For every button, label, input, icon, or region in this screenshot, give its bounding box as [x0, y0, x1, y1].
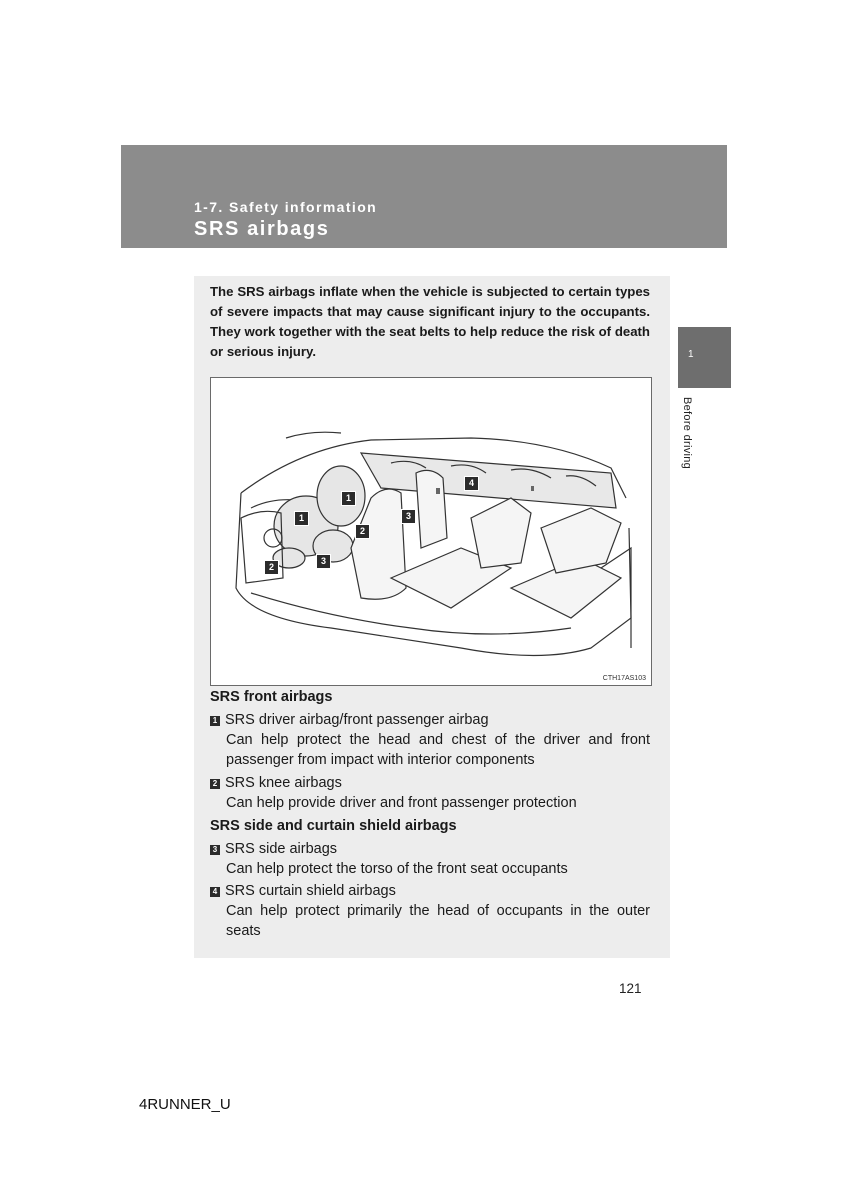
chapter-tab[interactable] [678, 327, 731, 388]
chapter-number: 1 [688, 349, 694, 360]
item-number: 4 [210, 887, 220, 897]
item-number: 1 [210, 716, 220, 726]
chapter-label: Before driving [681, 397, 693, 470]
callout-1-passenger: 1 [341, 491, 356, 506]
item-description: Can help protect the head and chest of the driver and front passenger from impact with interior components [226, 732, 650, 768]
item-number: 2 [210, 779, 220, 789]
item-label: SRS curtain shield airbags [225, 883, 396, 899]
list-item [210, 773, 650, 793]
callout-3-side-driver: 3 [316, 554, 331, 569]
page-number: 121 [619, 981, 642, 996]
item-label: SRS driver airbag/front passenger airbag [225, 712, 489, 728]
item-description: Can help protect primarily the head of occupants in the outer seats [226, 903, 650, 939]
airbag-illustration [210, 377, 652, 686]
chapter-header [121, 145, 727, 248]
section-label: 1-7. Safety information [194, 199, 378, 215]
list-item [210, 839, 650, 859]
list-item [210, 710, 650, 730]
item-description: Can help provide driver and front passenger protection [226, 795, 577, 811]
vehicle-cutaway-drawing [211, 378, 651, 685]
side-airbags-heading: SRS side and curtain shield airbags [210, 818, 457, 834]
callout-4-curtain: 4 [464, 476, 479, 491]
front-airbags-heading: SRS front airbags [210, 689, 333, 705]
item-label: SRS side airbags [225, 841, 338, 857]
item-description: Can help protect the torso of the front seat occupants [226, 861, 568, 877]
list-item [210, 881, 650, 901]
content-panel [194, 276, 670, 958]
footer-model-code: 4RUNNER_U [139, 1096, 231, 1113]
callout-2-passenger-knee: 2 [355, 524, 370, 539]
callout-3-side-passenger: 3 [401, 509, 416, 524]
item-label: SRS knee airbags [225, 775, 342, 791]
callout-1-driver: 1 [294, 511, 309, 526]
intro-paragraph: The SRS airbags inflate when the vehicle is subjected to certain types of severe impacts that may cause significant injury to the occupants. They work together with the seat belts to help reduce the risk of death or serious injury. [210, 284, 650, 359]
page-title: SRS airbags [194, 218, 330, 240]
figure-code: CTH17AS103 [602, 675, 646, 682]
item-number: 3 [210, 845, 220, 855]
callout-2-driver-knee: 2 [264, 560, 279, 575]
